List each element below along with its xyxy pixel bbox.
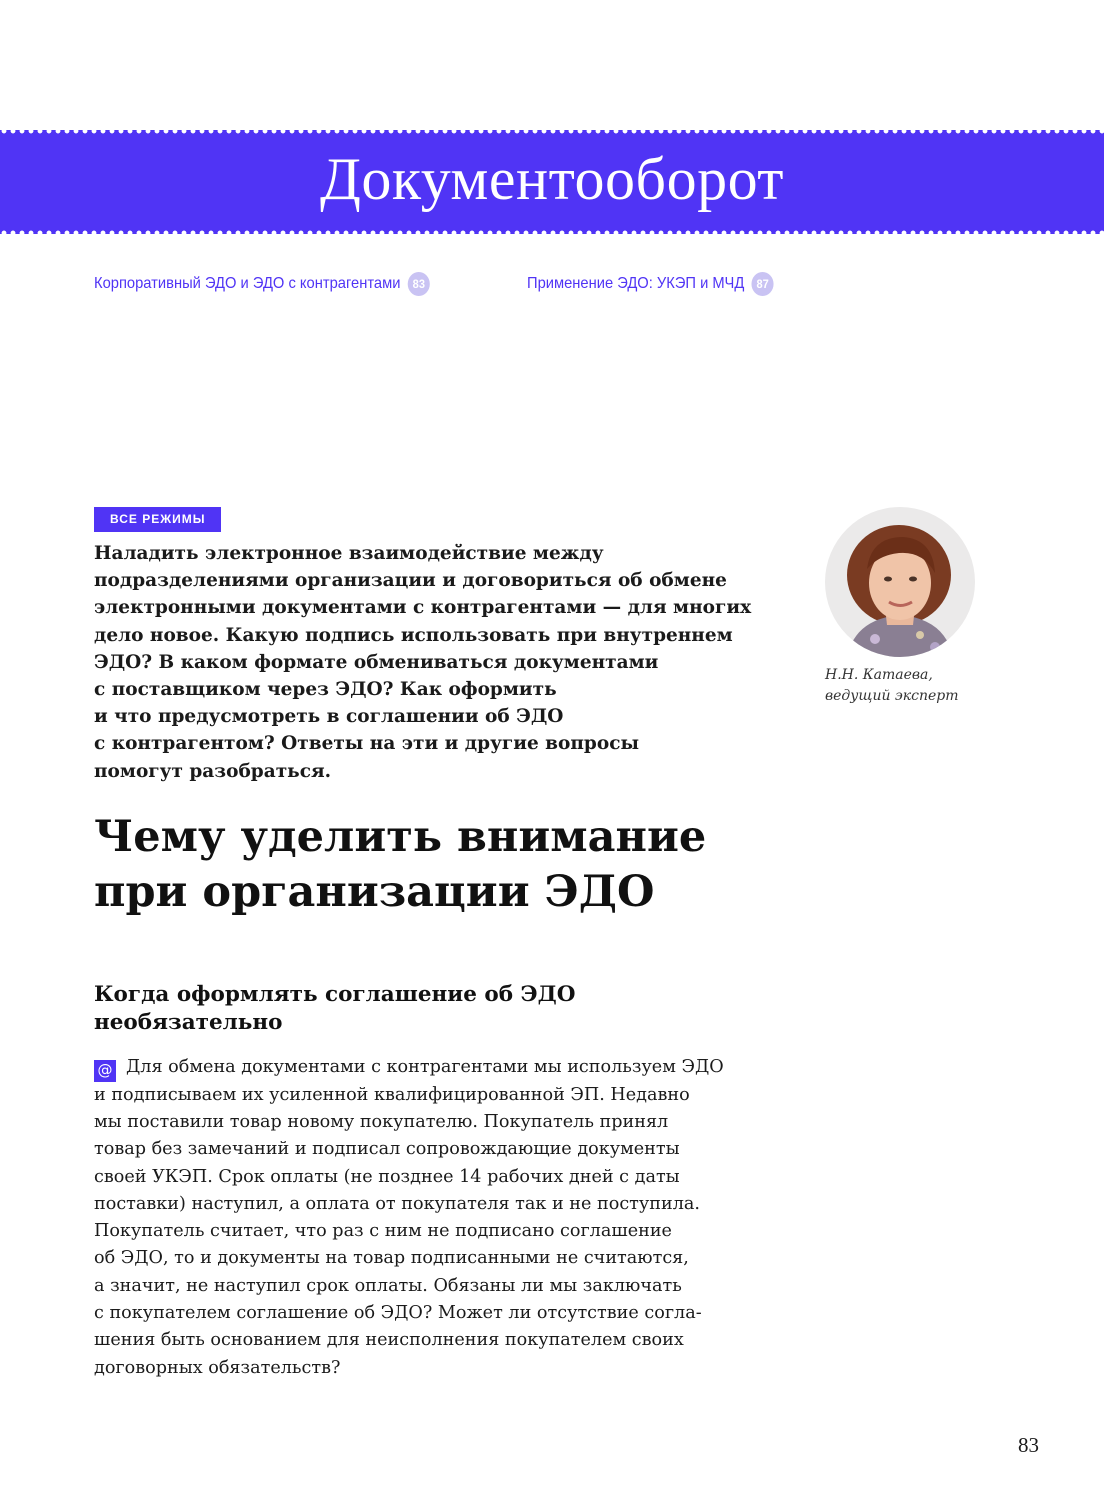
lead-line: с контрагентом? Ответы на эти и другие вопросы bbox=[94, 733, 640, 755]
question-line: поставки) наступил, а оплата от покупателя так и не поступила. bbox=[94, 1193, 700, 1214]
reader-question bbox=[94, 1054, 784, 1382]
question-line: своей УКЭП. Срок оплаты (не позднее 14 рабочих дней с даты bbox=[94, 1166, 680, 1187]
question-line: с покупателем соглашение об ЭДО? Может ли отсутствие согла- bbox=[94, 1303, 702, 1324]
section-banner bbox=[0, 130, 1104, 234]
toc-link-label: Применение ЭДО: УКЭП и МЧД bbox=[527, 275, 745, 292]
lead-line: помогут разобраться. bbox=[94, 760, 332, 782]
lead-paragraph bbox=[94, 540, 794, 785]
article-title-line: Чему уделить внимание bbox=[94, 812, 707, 862]
author-photo bbox=[825, 507, 975, 657]
article-title bbox=[94, 810, 994, 920]
question-line: мы поставили товар новому покупателю. Покупатель принял bbox=[94, 1111, 669, 1132]
lead-line: Наладить электронное взаимодействие между bbox=[94, 543, 604, 564]
lead-line: ЭДО? В каком формате обмениваться документами bbox=[94, 651, 659, 673]
question-line bbox=[94, 1054, 784, 1082]
lead-line: и что предусмотреть в соглашении об ЭДО bbox=[94, 706, 564, 728]
question-line: Покупатель считает, что раз с ним не подписано соглашение bbox=[94, 1221, 672, 1242]
author-caption bbox=[825, 665, 959, 707]
toc-link-corporate-edo[interactable] bbox=[94, 272, 430, 296]
question-line: а значит, не наступил срок оплаты. Обязаны ли мы заключать bbox=[94, 1275, 682, 1296]
question-line: товар без замечаний и подписал сопровождающие документы bbox=[94, 1139, 680, 1160]
at-sign-icon: @ bbox=[94, 1060, 116, 1082]
lead-line: дело новое. Какую подпись использовать при внутреннем bbox=[94, 624, 733, 646]
author-portrait-icon bbox=[825, 507, 975, 657]
subheading-line: необязательно bbox=[94, 1010, 283, 1035]
question-line: договорных обязательств? bbox=[94, 1357, 341, 1378]
author-name: Н.Н. Катаева, bbox=[825, 667, 933, 683]
article-subheading bbox=[94, 981, 575, 1037]
lead-line: электронными документами с контрагентами — для многих bbox=[94, 597, 752, 619]
author-role: ведущий эксперт bbox=[825, 688, 959, 704]
section-title: Документооборот bbox=[319, 145, 785, 212]
question-line-text: Для обмена документами с контрагентами мы используем ЭДО bbox=[126, 1057, 724, 1077]
lead-line: с поставщиком через ЭДО? Как оформить bbox=[94, 679, 557, 701]
toc-link-label: Корпоративный ЭДО и ЭДО с контрагентами bbox=[94, 275, 401, 292]
toc-page-badge: 83 bbox=[408, 272, 430, 296]
question-line: и подписываем их усиленной квалифицированной ЭП. Недавно bbox=[94, 1084, 690, 1105]
subheading-line: Когда оформлять соглашение об ЭДО bbox=[94, 982, 576, 1007]
question-line: об ЭДО, то и документы на товар подписанными не считаются, bbox=[94, 1248, 689, 1269]
lead-line: подразделениями организации и договориться об обмене bbox=[94, 570, 727, 592]
regime-tag: ВСЕ РЕЖИМЫ bbox=[94, 507, 221, 532]
toc-page-badge: 87 bbox=[752, 272, 774, 296]
page-number: 83 bbox=[1018, 1433, 1039, 1457]
question-line: шения быть основанием для неисполнения покупателем своих bbox=[94, 1330, 684, 1351]
article-title-line: при организации ЭДО bbox=[94, 867, 655, 917]
toc-link-ukep-mchd[interactable] bbox=[527, 272, 774, 296]
